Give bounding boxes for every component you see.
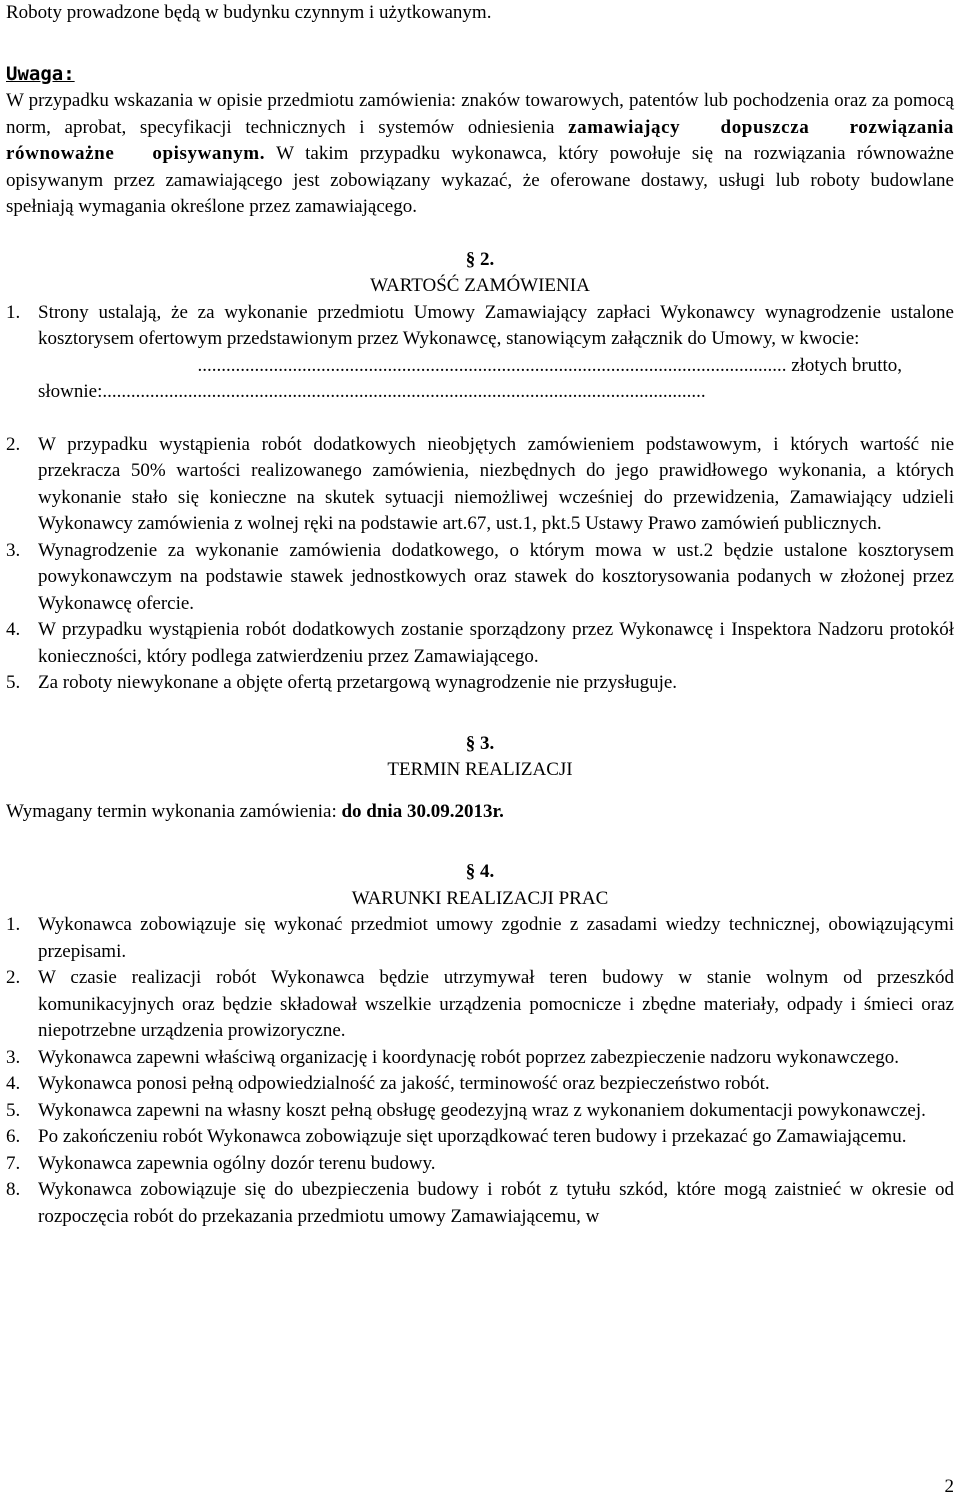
list-item xyxy=(6,912,954,965)
list-item xyxy=(6,670,954,697)
item-text: Wykonawca zapewni właściwą organizację i koordynację robót poprzez zabezpieczenie nadzoru wykonawczego. xyxy=(38,1046,900,1068)
item-text: W czasie realizacji robót Wykonawca będzie utrzymywał teren budowy w stanie wolnym od przeszkód komunikacyjnych oraz będzie składował wszelkie urządzenia pomocnicze i zbędne materiały, odpady i śmieci oraz niepotrzebne urządzenia prowizoryczne. xyxy=(38,967,954,1041)
list-item xyxy=(6,1177,954,1230)
item-text: Za roboty niewykonane a objęte ofertą przetargową wynagrodzenie nie przysługuje. xyxy=(38,672,678,693)
uwaga-text: W przypadku wskazania w opisie przedmiotu zamówienia: znaków towarowych, patentów lub pochodzenia oraz za pomocą norm, aprobat, specyfikacji technicznych i systemów odniesienia xyxy=(6,90,954,138)
section-3-heading xyxy=(6,731,954,784)
section-3-title: TERMIN REALIZACJI xyxy=(387,759,573,780)
item-text: Wykonawca ponosi pełną odpowiedzialność za jakość, terminowość oraz bezpieczeństwo robót. xyxy=(38,1073,770,1094)
item-number: 1. xyxy=(6,301,21,323)
deadline-date: do dnia 30.09.2013r. xyxy=(341,800,504,822)
item-number: 4. xyxy=(6,1073,21,1094)
item-text: Strony ustalają, że za wykonanie przedmiotu Umowy Zamawiający zapłaci Wykonawcy wynagrodzenie ustalone kosztorysem ofertowym przedstawionym przez Wykonawcę, stanowiącym załącznik do Umowy, w kwocie: xyxy=(38,301,954,349)
uwaga-paragraph xyxy=(6,88,954,221)
item-number: 1. xyxy=(6,914,21,935)
item-number: 7. xyxy=(6,1152,21,1174)
list-item xyxy=(6,965,954,1045)
intro-paragraph: Roboty prowadzone będą w budynku czynnym i użytkowanym. xyxy=(6,2,492,23)
item-text: W przypadku wystąpienia robót dodatkowych nieobjętych zamówieniem podstawowym, i których wartość nie przekracza 50% wartości realizowanego zamówienia, niezbędnych do jego prawidłowego wykonania, a których wykonanie stało się konieczne na skutek sytuacji niemożliwej wcześniej do przewidzenia, Zamawiający udzieli Wykonawcy zamówienia z wolnej ręki na podstawie art.67, ust.1, pkt.5 Ustawy Prawo zamówień publicznych. xyxy=(38,433,954,534)
section-4-heading xyxy=(6,859,954,912)
page-number: 2 xyxy=(944,1476,954,1497)
list-item xyxy=(6,538,954,618)
section-4-number: § 4. xyxy=(465,861,495,882)
list-item xyxy=(6,617,954,670)
uwaga-heading: Uwaga: xyxy=(6,62,75,85)
list-item xyxy=(6,432,954,538)
item-text: Wykonawca zobowiązuje się wykonać przedmiot umowy zgodnie z zasadami wiedzy technicznej, obowiązującymi przepisami. xyxy=(38,914,954,962)
section-2-title: WARTOŚĆ ZAMÓWIENIA xyxy=(370,275,590,296)
uwaga-block xyxy=(6,61,954,221)
item-number: 3. xyxy=(6,1046,21,1068)
deadline-label: Wymagany termin wykonania zamówienia: xyxy=(6,800,337,822)
item-text: Wykonawca zapewni na własny koszt pełną obsługę geodezyjną wraz z wykonaniem dokumentacji powykonawczej. xyxy=(38,1099,926,1121)
item-text: W przypadku wystąpienia robót dodatkowych zostanie sporządzony przez Wykonawcę i Inspektora Nadzoru protokół konieczności, który podlega zatwierdzeniu przez Zamawiającego. xyxy=(38,619,954,667)
words-line: słownie:............................................................................................................................... xyxy=(38,381,706,402)
item-number: 5. xyxy=(6,672,21,693)
section-4-title: WARUNKI REALIZACJI PRAC xyxy=(351,887,609,909)
section-2-number: § 2. xyxy=(465,248,495,270)
section-4-list xyxy=(6,912,954,1230)
document-page xyxy=(6,0,954,1230)
item-number: 8. xyxy=(6,1179,21,1200)
list-item xyxy=(6,1045,954,1072)
item-text: Wykonawca zapewnia ogólny dozór terenu budowy. xyxy=(38,1152,436,1174)
list-item xyxy=(6,1071,954,1098)
item-number: 2. xyxy=(6,433,21,455)
item-number: 6. xyxy=(6,1126,21,1147)
uwaga-text-after: W takim przypadku wykonawca, który powołuje się na rozwiązania równoważne opisywanym przez zamawiającego jest zobowiązany wykazać, że oferowane dostawy, usługi lub roboty budowlane spełniają wymagania określone przez zamawiającego. xyxy=(6,143,954,217)
item-number: 3. xyxy=(6,539,21,561)
item-number: 5. xyxy=(6,1099,21,1121)
section-2-list xyxy=(6,300,954,697)
list-item xyxy=(6,1151,954,1178)
item-number: 4. xyxy=(6,619,21,640)
list-item xyxy=(6,1098,954,1125)
item-number: 2. xyxy=(6,967,21,988)
list-item xyxy=(6,300,954,406)
section-3-number: § 3. xyxy=(465,732,495,754)
amount-line: ............................................................................................................................ złotych brutto, xyxy=(197,354,902,376)
deadline-paragraph xyxy=(6,799,954,826)
item-text: Wynagrodzenie za wykonanie zamówienia dodatkowego, o którym mowa w ust.2 będzie ustalone kosztorysem powykonawczym na podstawie stawek jednostkowych oraz stawek do kosztorysowania podanych w złożonej przez Wykonawcę ofercie. xyxy=(38,539,954,614)
section-2-heading xyxy=(6,247,954,300)
item-text: Po zakończeniu robót Wykonawca zobowiązuje sięt uporządkować teren budowy i przekazać go Zamawiającemu. xyxy=(38,1126,907,1147)
list-item xyxy=(6,1124,954,1151)
item-text: Wykonawca zobowiązuje się do ubezpieczenia budowy i robót z tytułu szkód, które mogą zaistnieć w okresie od rozpoczęcia robót do przekazania przedmiotu umowy Zamawiającemu, w xyxy=(38,1179,954,1227)
uwaga-bold-text: zamawiający dopuszcza rozwiązania równoważne opisywanym. xyxy=(6,116,955,164)
